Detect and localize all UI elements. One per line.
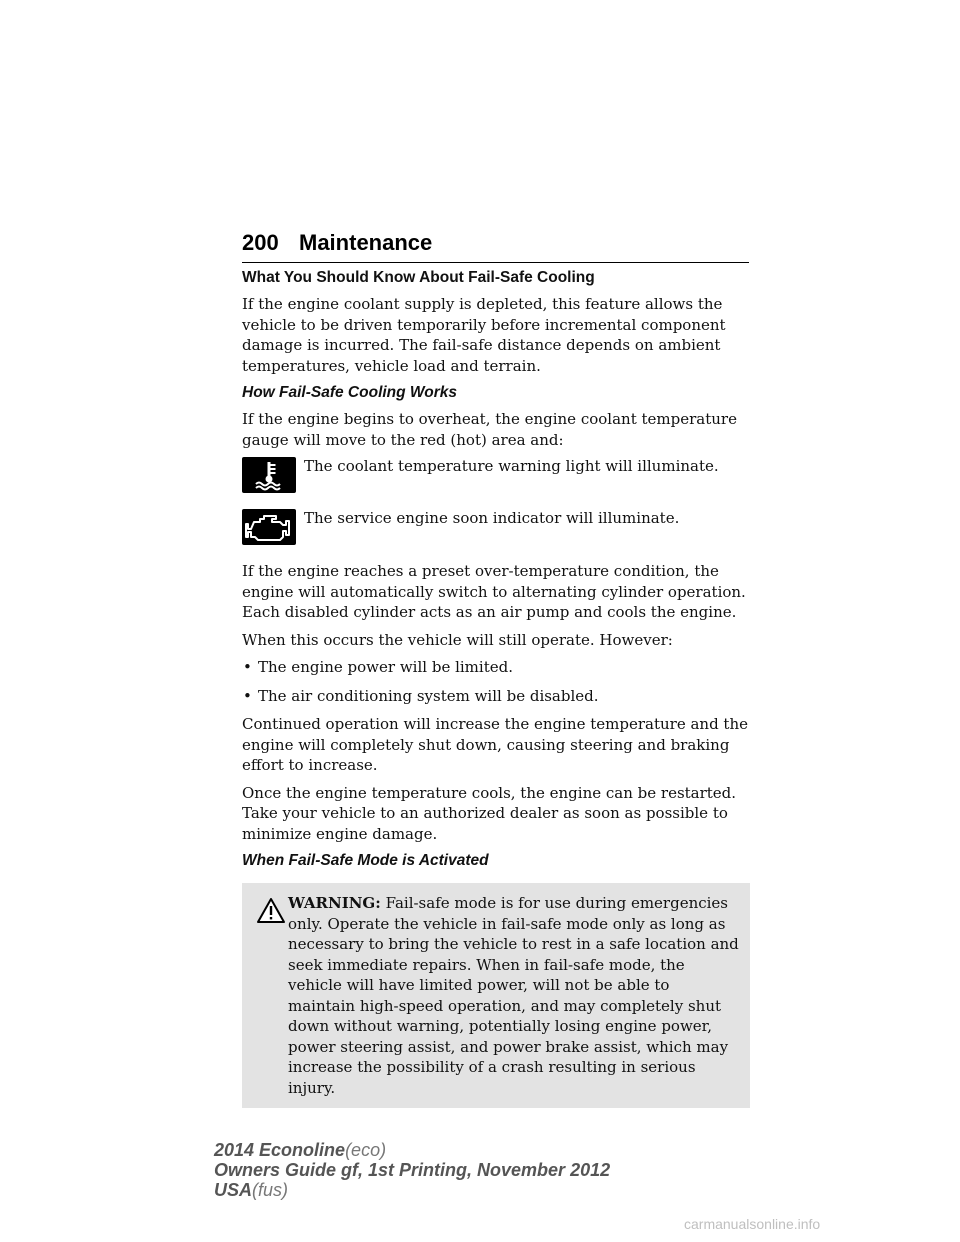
paragraph: If the engine coolant supply is depleted, this feature allows the vehicle to be driven temporarily before incremental component damage is incurred. The fail-safe distance depends on ambient temperatures, vehicle load and terrain. — [242, 295, 726, 375]
warning-box — [242, 883, 750, 1108]
paragraph: Once the engine temperature cools, the engine can be restarted. Take your vehicle to an authorized dealer as soon as possible to minimize engine damage. — [242, 783, 737, 843]
icon-row-coolant — [242, 457, 750, 501]
list-item: • The air conditioning system will be disabled. — [243, 686, 599, 705]
page-number: 200 — [242, 230, 279, 255]
service-engine-text: The service engine soon indicator will illuminate. — [304, 509, 680, 527]
warning-body: Fail-safe mode is for use during emergencies only. Operate the vehicle in fail-safe mode only as long as necessary to bring the vehicle to rest in a safe location and seek immediate repairs. When in fail-safe mode, the vehicle will have limited power, will not be able to maintain high-speed operation, and may completely shut down without warning, potentially losing engine power, power steering assist, and power brake assist, which may increase the possibility of a crash resulting in serious injury. — [288, 894, 739, 1097]
warning-label: WARNING: — [288, 894, 381, 912]
heading-fail-safe-cooling: What You Should Know About Fail-Safe Cooling — [242, 269, 595, 286]
heading-how-it-works: How Fail-Safe Cooling Works — [242, 384, 458, 401]
section-title: Maintenance — [299, 230, 433, 255]
paragraph: Continued operation will increase the engine temperature and the engine will completely shut down, causing steering and braking effort to increase. — [242, 715, 749, 774]
coolant-temperature-icon — [242, 457, 296, 493]
icon-row-engine — [242, 509, 750, 553]
footer: 2014 Econoline(eco) Owners Guide gf, 1st Printing, November 2012 USA(fus) — [214, 1140, 611, 1200]
warning-icon — [256, 897, 286, 924]
page-content — [242, 268, 750, 1108]
heading-when-activated: When Fail-Safe Mode is Activated — [242, 852, 489, 869]
coolant-light-text: The coolant temperature warning light will illuminate. — [304, 457, 719, 475]
paragraph: If the engine reaches a preset over-temperature condition, the engine will automatically switch to alternating cylinder operation. Each disabled cylinder acts as an air pump and cools the engine. — [242, 562, 746, 621]
watermark: carmanualsonline.info — [684, 1216, 821, 1232]
list-item: • The engine power will be limited. — [243, 658, 513, 676]
warning-text — [242, 893, 741, 1098]
service-engine-icon — [242, 509, 296, 545]
paragraph: When this occurs the vehicle will still operate. However: — [242, 630, 673, 649]
paragraph: If the engine begins to overheat, the engine coolant temperature gauge will move to the red (hot) area and: — [242, 410, 737, 449]
page-header — [242, 228, 749, 263]
